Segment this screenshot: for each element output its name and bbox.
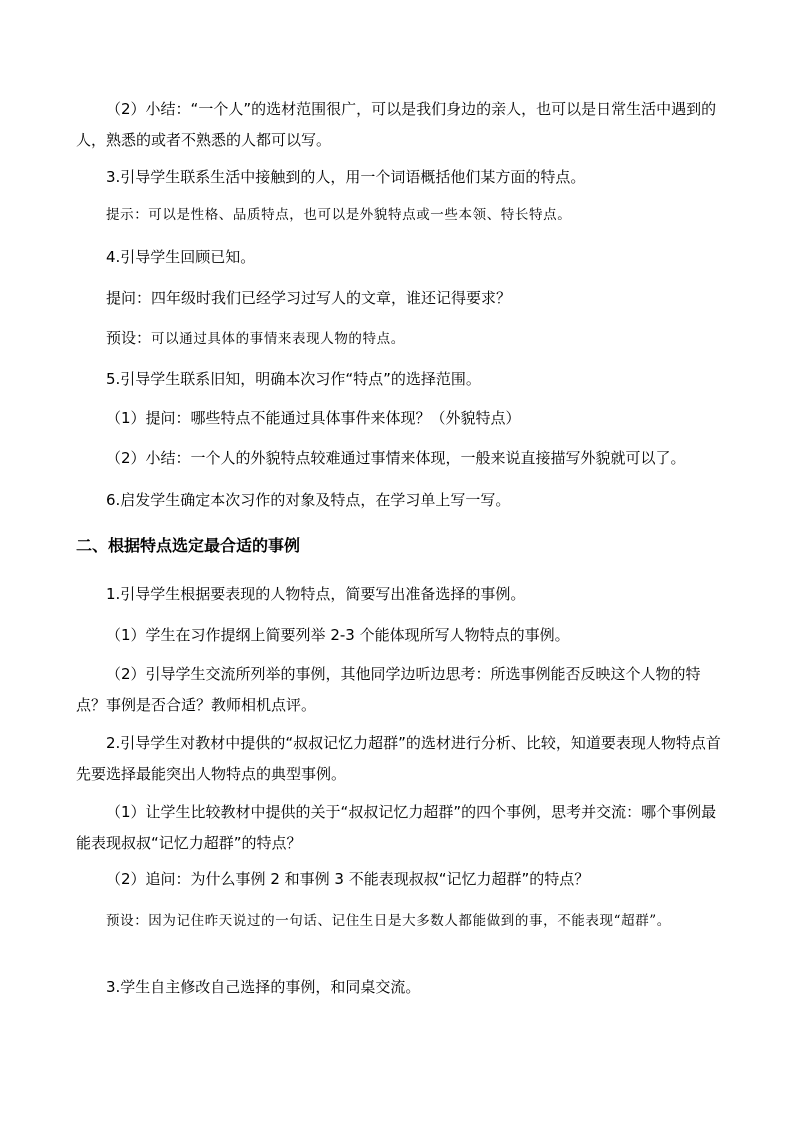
paragraph-preset-2: 预设：因为记住昨天说过的一句话、记住生日是大多数人都能做到的事，不能表现“超群”。	[106, 913, 671, 929]
paragraph-step-5: 5.引导学生联系旧知，明确本次习作“特点”的选择范围。	[106, 370, 481, 388]
paragraph-exchange-examples: （2）引导学生交流所列举的事例，其他同学边听边思考：所选事例能否反映这个人物的特点？事例是否合适？教师相机点评。	[76, 665, 701, 714]
paragraph-step-6: 6.启发学生确定本次习作的对象及特点，在学习单上写一写。	[106, 491, 511, 509]
paragraph-preset-1	[76, 323, 722, 355]
paragraph-summary-one-person: （2）小结：“一个人”的选材范围很广，可以是我们身边的亲人，也可以是日常生活中遇到的人，熟悉的或者不熟悉的人都可以写。	[76, 100, 717, 149]
paragraph-hint: 提示：可以是性格、品质特点，也可以是外貌特点或一些本领、特长特点。	[106, 207, 572, 223]
paragraph-step-3: 3.引导学生联系生活中接触到的人，用一个词语概括他们某方面的特点。	[106, 168, 586, 186]
paragraph-step-4: 4.引导学生回顾已知。	[106, 248, 256, 266]
paragraph-question: 提问：四年级时我们已经学习过写人的文章，谁还记得要求？	[106, 289, 512, 307]
paragraph-compare-examples: （1）让学生比较教材中提供的关于“叔叔记忆力超群”的四个事例，思考并交流：哪个事例最能表现叔叔“记忆力超群”的特点？	[76, 803, 717, 852]
preset-label: 预设：	[106, 329, 152, 347]
preset-text: 可以通过具体的事情来表现人物的特点。	[151, 331, 405, 347]
paragraph-summary-appearance: （2）小结：一个人的外貌特点较难通过事情来体现，一般来说直接描写外貌就可以了。	[106, 449, 686, 467]
paragraph-question-features: （1）提问：哪些特点不能通过具体事件来体现？（外貌特点）	[106, 409, 521, 427]
paragraph-follow-up-question: （2）追问：为什么事例 2 和事例 3 不能表现叔叔“记忆力超群”的特点？	[106, 870, 590, 888]
paragraph-step-2-2: 2.引导学生对教材中提供的“叔叔记忆力超群”的选材进行分析、比较，知道要表现人物特点首先要选择最能突出人物特点的典型事例。	[76, 734, 721, 783]
section-heading-2: 二、根据特点选定最合适的事例	[76, 536, 301, 555]
paragraph-step-2-1: 1.引导学生根据要表现的人物特点，简要写出准备选择的事例。	[106, 585, 526, 603]
paragraph-step-2-3: 3.学生自主修改自己选择的事例，和同桌交流。	[106, 978, 421, 996]
paragraph-list-examples: （1）学生在习作提纲上简要列举 2-3 个能体现所写人物特点的事例。	[106, 626, 570, 644]
